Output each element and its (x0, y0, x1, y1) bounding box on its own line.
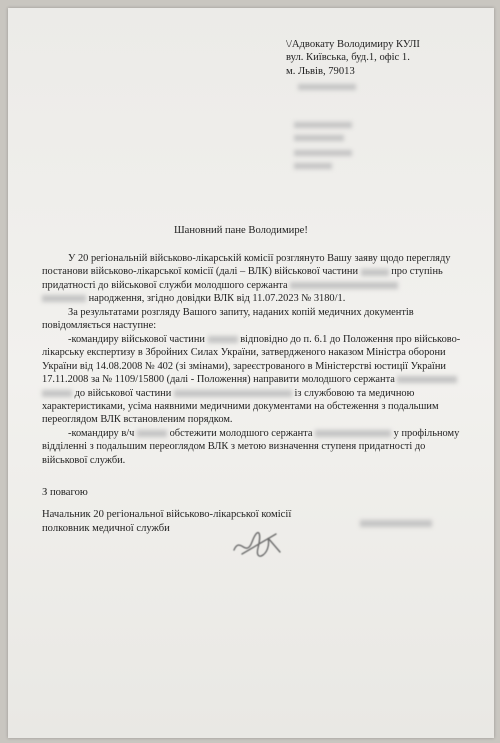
redacted-unit-number (361, 269, 389, 276)
redacted-person-name (290, 282, 398, 289)
addressee-street: вул. Київська, буд.1, офіс 1. (286, 52, 410, 64)
text-line: придатності до військової служби молодшого сержанта (42, 279, 468, 292)
salutation: Шановний пане Володимире! (174, 225, 308, 236)
redacted-recipient-line (294, 135, 344, 141)
text-line: характеристиками, усіма наявними медичними документами на обстеження з подальшим (42, 401, 439, 413)
text-line: до військової частини із службовою та медичною (42, 387, 468, 400)
addressee-city: м. Львів, 79013 (286, 65, 355, 77)
text-line: 17.11.2008 за № 1109/15800 (далі - Положення) направити молодшого сержанта (42, 373, 468, 386)
redacted-recipient-line (294, 122, 352, 128)
redacted-contact (298, 84, 356, 90)
text-line: повідомляється наступне: (42, 320, 157, 332)
text-line: -командиру в/ч обстежити молодшого сержанта у профільному (68, 428, 460, 439)
paragraph-directive-1 (42, 333, 468, 427)
letter-page (8, 8, 494, 738)
text-line: постанови військово-лікарської комісії (далі – ВЛК) військової частини про ступінь (42, 266, 443, 278)
redacted-birth-date (42, 295, 86, 302)
text-line: переоглядом ВЛК встановленим порядком. (42, 414, 233, 426)
handwritten-signature (228, 528, 288, 560)
signatory-title: Начальник 20 регіональної військово-лікарської комісії (42, 509, 292, 520)
text-line: військової служби. (42, 454, 126, 466)
paragraph-directive-2 (42, 427, 468, 467)
text-line: лікарську експертизу в Збройних Силах України, затвердженого наказом Міністра оборони (42, 347, 446, 359)
redacted-person-name (315, 430, 391, 437)
addressee-block (286, 38, 420, 78)
text-line: -командиру військової частини відповідно до п. 6.1 до Положення про військово- (68, 334, 461, 345)
redacted-recipient-line (294, 150, 352, 156)
text-line: відділенні з подальшим переоглядом ВЛК з метою визначення ступеня придатності до (42, 441, 426, 453)
text-line: України від 14.08.2008 № 402 (зі змінами), зареєстрованого в Міністерстві юстиції України (42, 360, 446, 372)
closing: З повагою (42, 487, 88, 498)
paragraph-results (42, 306, 468, 333)
text-line: За результатами розгляду Вашого запиту, наданих копій медичних документів (68, 307, 414, 318)
redacted-signatory-name (360, 520, 432, 527)
text-line: народження, згідно довідки ВЛК від 11.07.2023 № 3180/1. (42, 292, 468, 305)
paragraph-review (42, 252, 468, 306)
redacted-unit-number (137, 430, 167, 437)
redacted-person-name (397, 376, 457, 383)
redacted-unit-number (208, 336, 238, 343)
signatory-rank: полковник медичної служби (42, 523, 170, 534)
redacted-unit-location (174, 390, 292, 397)
text-line: У 20 регіональній військово-лікарській комісії розглянуто Вашу заяву щодо перегляду (68, 253, 451, 264)
addressee-name: \/Адвокату Володимиру КУЛІ (286, 39, 420, 50)
redacted-recipient-line (294, 163, 332, 169)
redacted-person-name (42, 390, 72, 397)
